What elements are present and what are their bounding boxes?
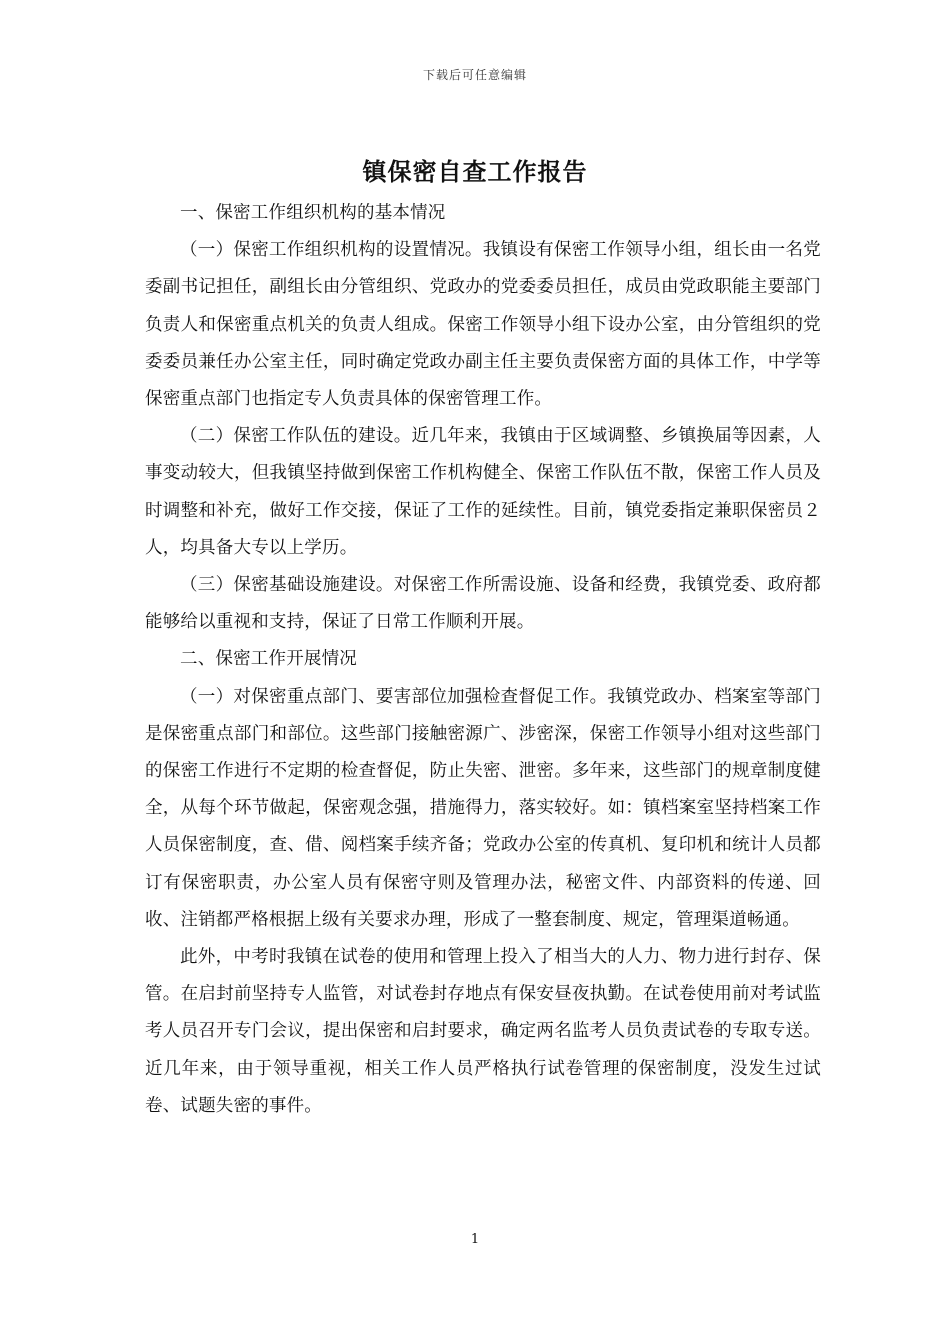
header-note: 下载后可任意编辑 [422, 68, 527, 82]
page-number: 1 [470, 1232, 480, 1247]
paragraph-team-building: （二）保密工作队伍的建设。近几年来，我镇由于区域调整、乡镇换届等因素，人事变动较大，但我镇坚持做到保密工作机构健全、保密工作队伍不散，保密工作人员及时调整和补充，做好工作交接，保证了工作的延续性。目前，镇党委指定兼职保密员２人，均具备大专以上学历。 [145, 426, 821, 558]
paragraph-key-departments: （一）对保密重点部门、要害部位加强检查督促工作。我镇党政办、档案室等部门是保密重点部门和部位。这些部门接触密源广、涉密深，保密工作领导小组对这些部门的保密工作进行不定期的检查督促，防止失密、泄密。多年来，这些部门的规章制度健全，从每个环节做起，保密观念强，措施得力，落实较好。如：镇档案室坚持档案工作人员保密制度，查、借、阅档案手续齐备；党政办公室的传真机、复印机和统计人员都订有保密职责，办公室人员有保密守则及管理办法，秘密文件、内部资料的传递、回收、注销都严格根据上级有关要求办理，形成了一整套制度、规定，管理渠道畅通。 [145, 686, 821, 930]
document-body [145, 195, 821, 1125]
section-heading-1: 一、保密工作组织机构的基本情况 [180, 203, 446, 223]
document-title: 镇保密自查工作报告 [362, 157, 588, 186]
paragraph-org-setup: （一）保密工作组织机构的设置情况。我镇设有保密工作领导小组，组长由一名党委副书记担任，副组长由分管组织、党政办的党委委员担任，成员由党政职能主要部门负责人和保密重点机关的负责人组成。保密工作领导小组下设办公室，由分管组织的党委委员兼任办公室主任，同时确定党政办副主任主要负责保密方面的具体工作，中学等保密重点部门也指定专人负责具体的保密管理工作。 [145, 240, 821, 410]
paragraph-infrastructure: （三）保密基础设施建设。对保密工作所需设施、设备和经费，我镇党委、政府都能够给以重视和支持，保证了日常工作顺利开展。 [145, 575, 821, 633]
paragraph-exam-papers: 此外，中考时我镇在试卷的使用和管理上投入了相当大的人力、物力进行封存、保管。在启封前坚持专人监管，对试卷封存地点有保安昼夜执勤。在试卷使用前对考试监考人员召开专门会议，提出保密和启封要求，确定两名监考人员负责试卷的专取专送。近几年来，由于领导重视，相关工作人员严格执行试卷管理的保密制度，没发生过试卷、试题失密的事件。 [145, 947, 821, 1116]
section-heading-2: 二、保密工作开展情况 [180, 649, 357, 670]
